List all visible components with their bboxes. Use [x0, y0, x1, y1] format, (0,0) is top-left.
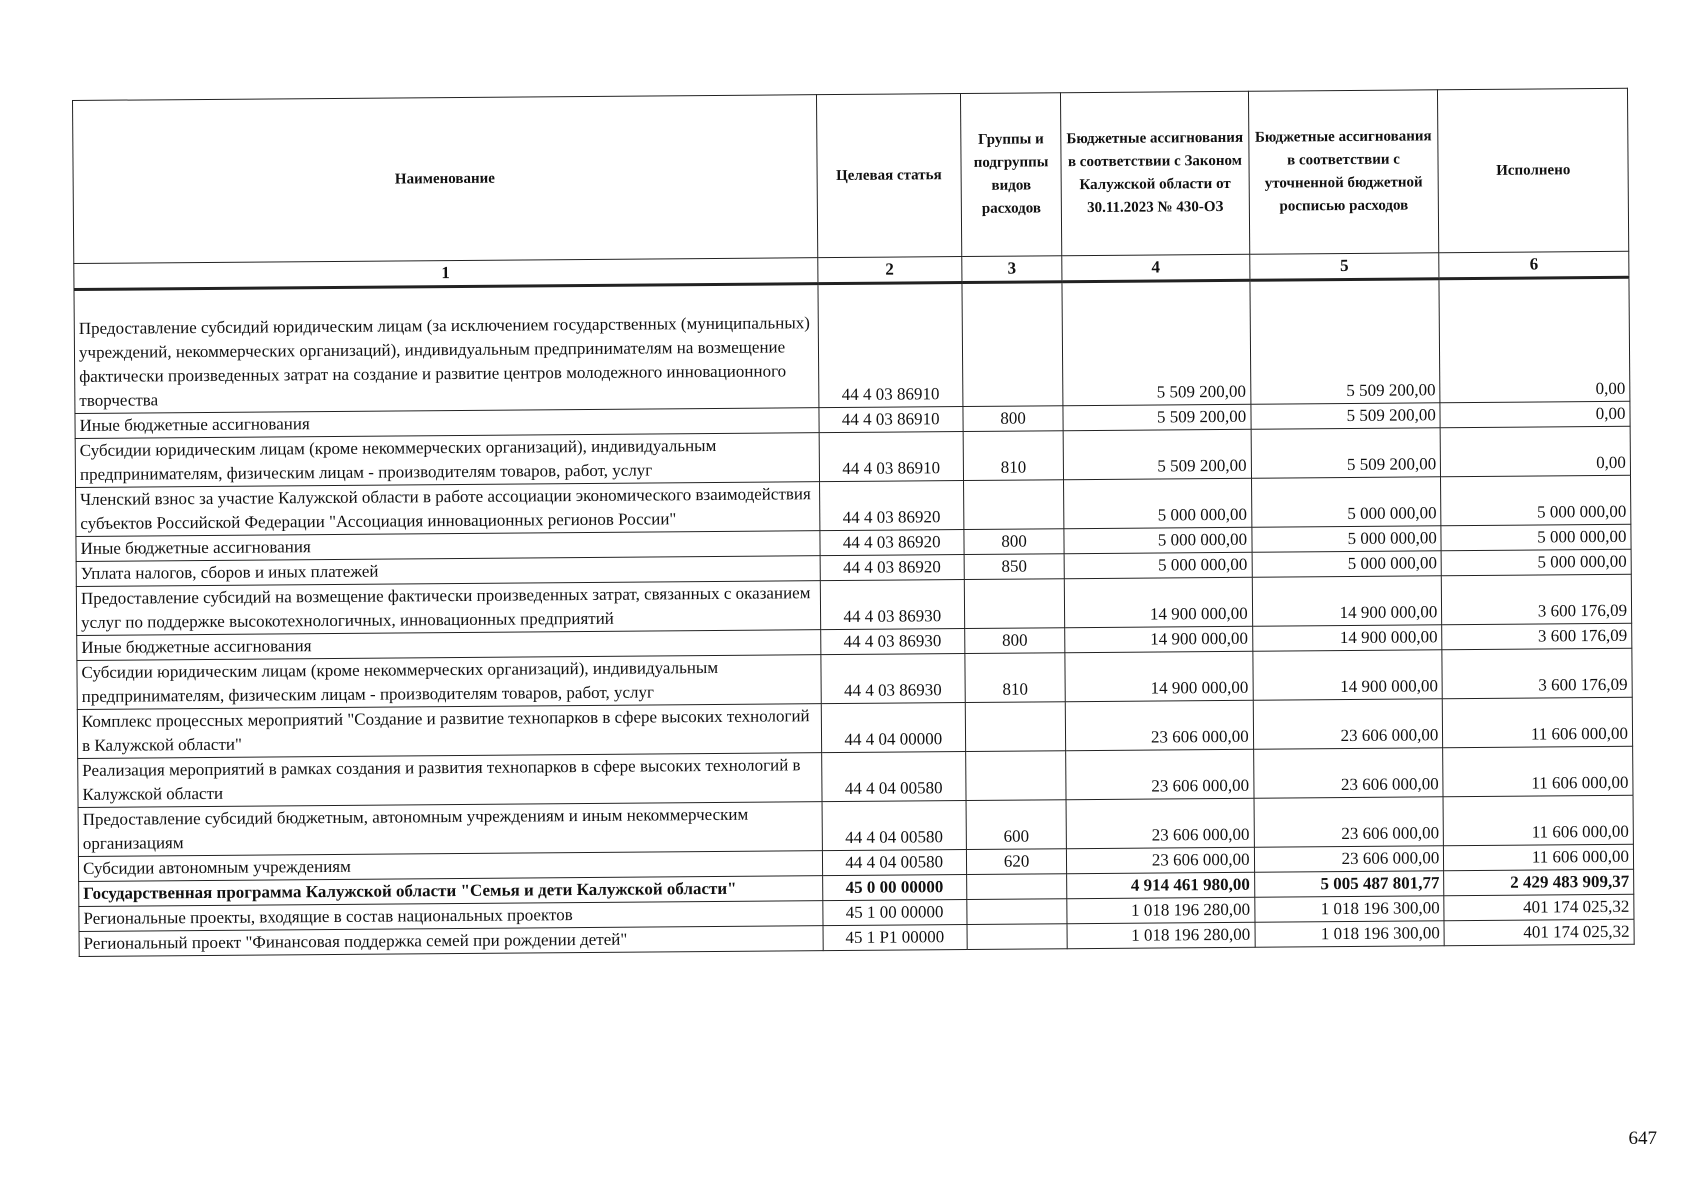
row-group [967, 874, 1067, 900]
column-number: 2 [817, 257, 962, 284]
row-law-amount: 4 914 461 980,00 [1067, 872, 1255, 898]
row-code: 44 4 03 86930 [820, 654, 965, 704]
row-name: Реализация мероприятий в рамках создания и развития технопарков в сфере высоких технологий в Калужской области [78, 753, 822, 808]
row-group: 810 [965, 653, 1066, 703]
row-name: Уплата налогов, сборов и иных платежей [76, 556, 820, 587]
row-executed-amount: 3 600 176,09 [1442, 623, 1632, 649]
row-law-amount: 23 606 000,00 [1065, 700, 1253, 750]
row-name: Предоставление субсидий бюджетным, автономным учреждениям и иным некоммерческим организациям [78, 802, 822, 857]
row-code: 44 4 03 86910 [818, 283, 963, 408]
budget-table [72, 88, 1635, 957]
row-group: 800 [963, 406, 1063, 432]
row-group: 620 [966, 849, 1066, 875]
row-code: 45 1 Р1 00000 [823, 924, 968, 950]
row-group [964, 579, 1065, 629]
row-code: 44 4 03 86930 [820, 580, 965, 630]
row-refined-amount: 5 509 200,00 [1250, 279, 1441, 404]
row-law-amount: 1 018 196 280,00 [1067, 922, 1255, 948]
row-code: 44 4 03 86920 [819, 481, 964, 531]
row-law-amount: 5 509 200,00 [1062, 280, 1250, 405]
row-executed-amount: 401 174 025,32 [1444, 894, 1634, 920]
row-executed-amount: 3 600 176,09 [1442, 648, 1632, 698]
row-name: Предоставление субсидий на возмещение фактически произведенных затрат, связанных с оказанием услуг по поддержке высокотехнологичных, инновационных предприятий [76, 581, 820, 636]
column-number: 1 [74, 258, 818, 290]
header-expense-groups: Группы и подгруппы видов расходов [960, 93, 1061, 257]
table-row [74, 277, 1630, 413]
row-executed-amount: 3 600 176,09 [1442, 574, 1632, 624]
row-refined-amount: 5 509 200,00 [1251, 403, 1441, 429]
row-code: 45 0 00 00000 [822, 874, 967, 900]
row-executed-amount: 5 000 000,00 [1441, 549, 1631, 575]
row-law-amount: 5 509 200,00 [1063, 429, 1251, 479]
row-refined-amount: 23 606 000,00 [1253, 748, 1443, 798]
header-row [73, 88, 1629, 263]
column-number: 3 [962, 256, 1062, 283]
row-law-amount: 5 000 000,00 [1064, 552, 1252, 578]
row-refined-amount: 5 005 487 801,77 [1254, 871, 1444, 897]
row-code: 44 4 03 86930 [820, 629, 965, 655]
row-refined-amount: 14 900 000,00 [1252, 576, 1442, 626]
row-group: 800 [964, 529, 1064, 555]
row-refined-amount: 14 900 000,00 [1253, 650, 1443, 700]
row-refined-amount: 23 606 000,00 [1254, 846, 1444, 872]
row-code: 44 4 03 86910 [819, 432, 964, 482]
row-executed-amount: 0,00 [1440, 401, 1630, 427]
row-name: Субсидии автономным учреждениям [78, 851, 822, 882]
row-refined-amount: 5 509 200,00 [1251, 428, 1441, 478]
row-name: Членский взнос за участие Калужской области в работе ассоциации экономического взаимодействия субъектов Российской Федерации "Ассоциация инновационных регионов России" [76, 482, 820, 537]
row-refined-amount: 1 018 196 300,00 [1255, 921, 1445, 947]
budget-table-sheet [72, 88, 1635, 957]
row-executed-amount: 2 429 483 909,37 [1444, 869, 1634, 895]
row-law-amount: 5 509 200,00 [1063, 404, 1251, 430]
row-code: 44 4 03 86920 [820, 555, 965, 581]
row-refined-amount: 23 606 000,00 [1253, 699, 1443, 749]
row-executed-amount: 11 606 000,00 [1444, 844, 1634, 870]
row-law-amount: 5 000 000,00 [1064, 478, 1252, 528]
row-name: Государственная программа Калужской области "Семья и дети Калужской области" [79, 876, 823, 907]
header-law-allocations: Бюджетные ассигнования в соответствии с Законом Калужской области от 30.11.2023 № 430-ОЗ [1061, 91, 1250, 255]
row-refined-amount: 5 000 000,00 [1252, 526, 1442, 552]
row-code: 44 4 04 00580 [821, 752, 966, 802]
row-group: 800 [965, 628, 1065, 654]
row-name: Субсидии юридическим лицам (кроме некоммерческих организаций), индивидуальным предпринимателям, физическим лицам - производителям товаров, работ, услуг [75, 433, 819, 488]
row-code: 44 4 04 00580 [822, 849, 967, 875]
row-executed-amount: 5 000 000,00 [1441, 524, 1631, 550]
row-refined-amount: 5 000 000,00 [1251, 477, 1441, 527]
header-name: Наименование [73, 95, 818, 264]
row-group [963, 480, 1064, 530]
row-law-amount: 14 900 000,00 [1064, 577, 1252, 627]
row-executed-amount: 0,00 [1440, 426, 1630, 476]
row-group: 850 [964, 554, 1064, 580]
header-executed: Исполнено [1438, 88, 1629, 252]
row-name: Субсидии юридическим лицам (кроме некоммерческих организаций), индивидуальным предпринимателям, физическим лицам - производителям товаров, работ, услуг [77, 655, 821, 710]
row-code: 44 4 04 00000 [821, 703, 966, 753]
column-number: 4 [1062, 254, 1250, 281]
row-law-amount: 23 606 000,00 [1067, 847, 1255, 873]
row-executed-amount: 11 606 000,00 [1443, 697, 1633, 747]
row-executed-amount: 11 606 000,00 [1443, 795, 1633, 845]
row-refined-amount: 14 900 000,00 [1252, 625, 1442, 651]
row-group [966, 751, 1067, 801]
row-refined-amount: 1 018 196 300,00 [1254, 896, 1444, 922]
row-group [965, 702, 1066, 752]
row-executed-amount: 11 606 000,00 [1443, 746, 1633, 796]
row-code: 44 4 04 00580 [822, 801, 967, 851]
row-name: Региональный проект "Финансовая поддержка семей при рождении детей" [79, 926, 823, 957]
page-number: 647 [1628, 1128, 1657, 1149]
row-code: 44 4 03 86910 [818, 407, 963, 433]
row-group [962, 282, 1063, 407]
row-executed-amount: 0,00 [1439, 277, 1630, 402]
row-name: Комплекс процессных мероприятий "Создание и развитие технопарков в сфере высоких технологий в Калужской области" [77, 704, 821, 759]
row-name: Предоставление субсидий юридическим лицам (за исключением государственных (муниципальных) учреждений, некоммерческих организаций), индивидуальным предпринимателям на возмещение фактически произведенных затрат на создание и развитие центров молодежного инновационного творчества [74, 284, 818, 414]
row-group: 810 [963, 431, 1064, 481]
row-law-amount: 5 000 000,00 [1064, 527, 1252, 553]
column-number: 6 [1439, 251, 1629, 278]
row-executed-amount: 401 174 025,32 [1444, 919, 1634, 945]
row-group [967, 899, 1067, 925]
column-number: 5 [1249, 253, 1439, 280]
row-law-amount: 23 606 000,00 [1066, 798, 1254, 848]
row-law-amount: 14 900 000,00 [1065, 626, 1253, 652]
header-target-article: Целевая статья [816, 94, 962, 258]
row-refined-amount: 23 606 000,00 [1254, 797, 1444, 847]
row-executed-amount: 5 000 000,00 [1441, 475, 1631, 525]
row-name: Иные бюджетные ассигнования [76, 531, 820, 562]
row-law-amount: 1 018 196 280,00 [1067, 897, 1255, 923]
row-group: 600 [966, 800, 1067, 850]
row-group [967, 924, 1067, 950]
row-law-amount: 23 606 000,00 [1066, 749, 1254, 799]
header-refined-allocations: Бюджетные ассигнования в соответствии с уточненной бюджетной росписью расходов [1248, 90, 1439, 254]
row-name: Иные бюджетные ассигнования [75, 408, 819, 439]
row-code: 44 4 03 86920 [819, 530, 964, 556]
row-name: Иные бюджетные ассигнования [77, 630, 821, 661]
row-law-amount: 14 900 000,00 [1065, 651, 1253, 701]
row-refined-amount: 5 000 000,00 [1252, 551, 1442, 577]
row-code: 45 1 00 00000 [822, 899, 967, 925]
row-name: Региональные проекты, входящие в состав национальных проектов [79, 901, 823, 932]
